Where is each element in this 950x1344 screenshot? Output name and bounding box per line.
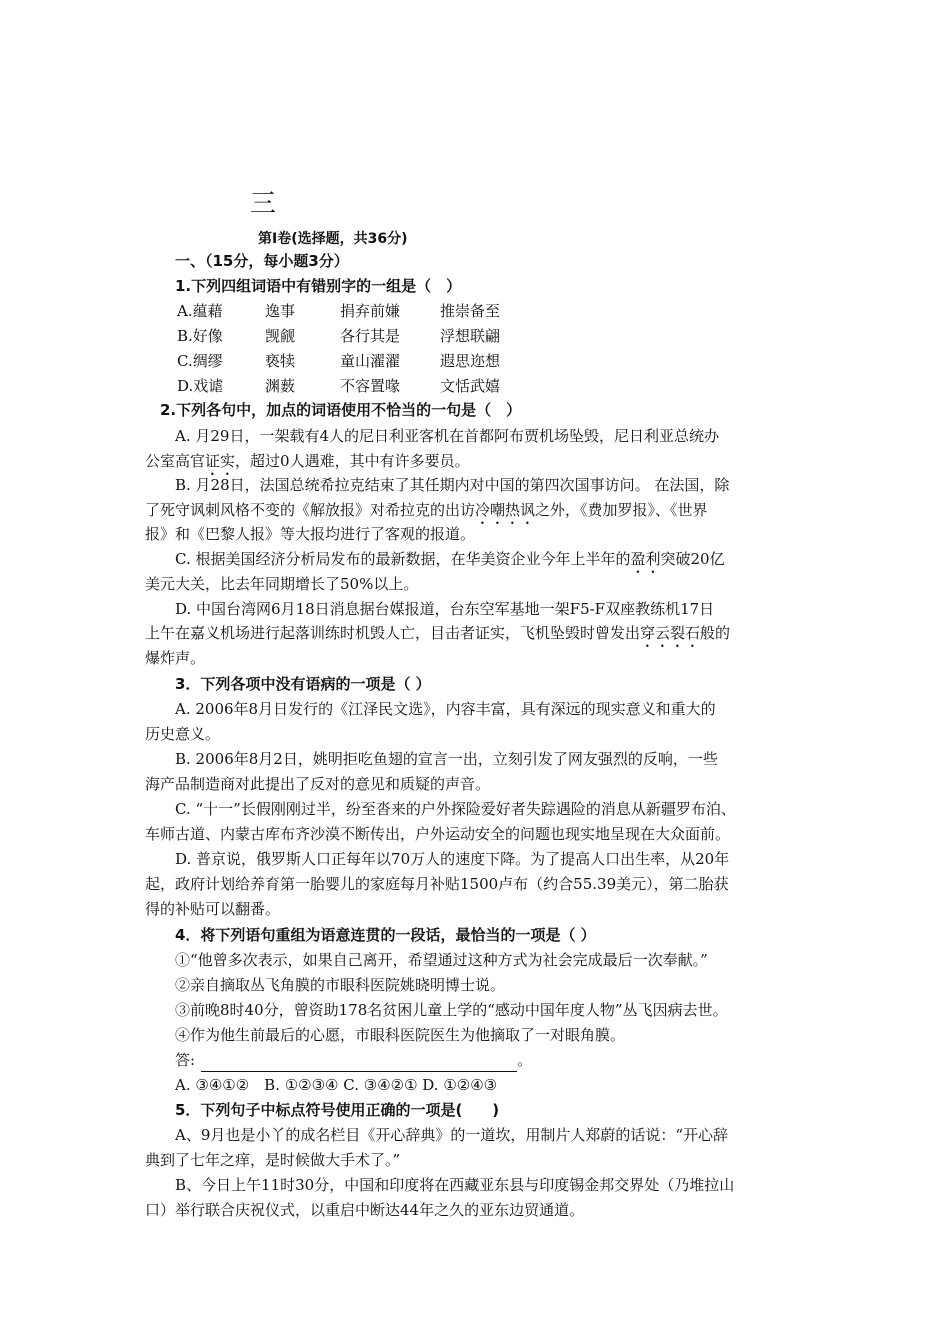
q4-stem: 4．将下列语句重组为语意连贯的一段话，最恰当的一项是（ ） xyxy=(175,926,596,944)
q3-option-d-line3: 得的补贴可以翻番。 xyxy=(145,900,281,918)
dotted-word: 冷嘲热讽 xyxy=(475,501,536,519)
q3-option-d-line1: D. 普京说，俄罗斯人口正每年以70万人的速度下降。为了提高人口出生率，从20年 xyxy=(175,850,730,868)
q3-option-a-line1: A. 2006年8月日发行的《江泽民文选》，内容丰富，具有深远的现实意义和重大的 xyxy=(175,700,716,718)
q2-option-b-line2: 了死守讽刺风格不变的《解放报》对希拉克的出访冷嘲热讽之外，《费加罗报》、《世界 xyxy=(145,501,708,519)
q2-option-c-line2: 美元大关，比去年同期增长了50%以上。 xyxy=(145,575,419,593)
dotted-word: 盈利 xyxy=(630,550,661,568)
q5-stem: 5．下列句子中标点符号使用正确的一项是( ) xyxy=(175,1101,500,1119)
q4-options: A. ③④①② B. ①②③④ C. ③④②① D. ①②④③ xyxy=(175,1076,498,1094)
answer-blank[interactable] xyxy=(201,1057,517,1072)
q5-option-b-line1: B、今日上午11时30分，中国和印度将在西藏亚东县与印度锡金邦交界处（乃堆拉山 xyxy=(175,1176,735,1194)
exam-page: 三 第Ⅰ卷(选择题，共36分) 一、（15分，每小题3分） 1.下列四组词语中有错别字的一组是（ ） A.蕴藉 逸事 捐弃前嫌 推崇备至 B.好像 觊觎 各行其是 浮想联翩 C.绸缪 亵犊 童山濯濯 遐思迩想 D.戏谑 渊薮 不容置喙 文恬武嬉 2.下列各句中，加点的词语使用不恰当的一句是（ ） A. 月29日，一架载有4人的尼日利亚客机在首都阿布贾机场坠毁，尼日利亚总统办 公室高官证实，超过0人遇难，其中有许多要员。 B. 月28日，法国总统希拉克结束了其任期内对中国的第四次国事访问。 在法国，除 了死守讽刺风格不变的《解放报》对希拉克的出访冷嘲热讽之外，《费加罗报》、《世界 报》和《巴黎人报》等大报均进行了客观的报道。 C. 根据美国经济分析局发布的最新数据，在华美资企业今年上半年的盈利突破20亿 美元大关，比去年同期增长了50%以上。 D. 中国台湾网6月18日消息据台媒报道，台东空军基地一架F5-F双座教练机17日 上午在嘉义机场进行起落训练时机毁人亡，目击者证实，飞机坠毁时曾发出穿云裂石般的 爆炸声。 3．下列各项中没有语病的一项是（ ） A. 2006年8月日发行的《江泽民文选》，内容丰富，具有深远的现实意义和重大的 历史意义。 B. 2006年8月2日，姚明拒吃鱼翅的宣言一出，立刻引发了网友强烈的反响，一些 海产品制造商对此提出了反对的意见和质疑的声音。 C. “十一”长假刚刚过半，纷至沓来的户外探险爱好者失踪遇险的消息从新疆罗布泊、 车师古道、内蒙古库布齐沙漠不断传出，户外运动安全的问题也现实地呈现在大众面前。 D. 普京说，俄罗斯人口正每年以70万人的速度下降。为了提高人口出生率，从20年 起，政府计划给养育第一胎婴儿的家庭每月补贴1500卢布（约合55.39美元），第二胎获 得的补贴可以翻番。 4．将下列语句重组为语意连贯的一段话，最恰当的一项是（ ） ①“他曾多次表示，如果自己离开，希望通过这种方式为社会完成最后一次奉献。” ②亲自摘取丛飞角膜的市眼科医院姚晓明博士说。 ③前晚8时40分，曾资助178名贫困儿童上学的“感动中国年度人物”丛飞因病去世。 ④作为他生前最后的心愿，市眼科医院医生为他摘取了一对眼角膜。 答: 。 A. ③④①② B. ①②③④ C. ③④②① D. ①②④③ 5．下列句子中标点符号使用正确的一项是( ) A、9月也是小丫的成名栏目《开心辞典》的一道坎，用制片人郑蔚的话说：“开心辞 典到了七年之痒，是时候做大手术了。” B、今日上午11时30分，中国和印度将在西藏亚东县与印度锡金邦交界处（乃堆拉山 口）举行联合庆祝仪式，以重启中断达44年之久的亚东边贸通道。 xyxy=(0,0,950,1344)
section-number: 三 xyxy=(250,189,277,219)
q4-sentence-3: ③前晚8时40分，曾资助178名贫困儿童上学的“感动中国年度人物”丛飞因病去世。 xyxy=(175,1001,728,1019)
q2-option-d-line1: D. 中国台湾网6月18日消息据台媒报道，台东空军基地一架F5-F双座教练机17日 xyxy=(175,600,715,618)
q4-sentence-2: ②亲自摘取丛飞角膜的市眼科医院姚晓明博士说。 xyxy=(175,976,506,994)
q1-stem: 1.下列四组词语中有错别字的一组是（ ） xyxy=(175,277,462,295)
q3-option-c-line2: 车师古道、内蒙古库布齐沙漠不断传出，户外运动安全的问题也现实地呈现在大众面前。 xyxy=(145,825,731,843)
q3-option-d-line2: 起，政府计划给养育第一胎婴儿的家庭每月补贴1500卢布（约合55.39美元），第二胎获 xyxy=(145,875,729,893)
q2-option-d-line3: 爆炸声。 xyxy=(145,649,206,667)
q2-option-c-line1: C. 根据美国经济分析局发布的最新数据，在华美资企业今年上半年的盈利突破20亿 xyxy=(175,550,725,568)
q2-option-d-line2: 上午在嘉义机场进行起落训练时机毁人亡，目击者证实，飞机坠毁时曾发出穿云裂石般的 xyxy=(145,624,731,642)
q3-stem: 3．下列各项中没有语病的一项是（ ） xyxy=(175,675,431,693)
q4-sentence-4: ④作为他生前最后的心愿，市眼科医院医生为他摘取了一对眼角膜。 xyxy=(175,1026,626,1044)
q3-option-a-line2: 历史意义。 xyxy=(145,725,221,743)
q3-option-b-line1: B. 2006年8月2日，姚明拒吃鱼翅的宣言一出，立刻引发了网友强烈的反响，一些 xyxy=(175,750,718,768)
dotted-word: 穿云裂石 xyxy=(640,624,701,642)
q2-option-a-line2: 公室高官证实，超过0人遇难，其中有许多要员。 xyxy=(145,452,470,470)
q2-option-b-line3: 报》和《巴黎人报》等大报均进行了客观的报道。 xyxy=(145,525,476,543)
q3-option-c-line1: C. “十一”长假刚刚过半，纷至沓来的户外探险爱好者失踪遇险的消息从新疆罗布泊、 xyxy=(175,800,736,818)
q5-option-b-line2: 口）举行联合庆祝仪式，以重启中断达44年之久的亚东边贸通道。 xyxy=(145,1201,585,1219)
q2-stem: 2.下列各句中，加点的词语使用不恰当的一句是（ ） xyxy=(160,401,522,419)
q2-option-b-line1: B. 月28日，法国总统希拉克结束了其任期内对中国的第四次国事访问。 在法国，除 xyxy=(175,476,730,494)
q5-option-a-line1: A、9月也是小丫的成名栏目《开心辞典》的一道坎，用制片人郑蔚的话说：“开心辞 xyxy=(175,1126,729,1144)
dotted-word: 证实 xyxy=(205,452,236,470)
q5-option-a-line2: 典到了七年之痒，是时候做大手术了。” xyxy=(145,1151,401,1169)
q4-answer-row: 答: 。 xyxy=(175,1048,810,1072)
answer-label: 答: xyxy=(175,1051,196,1069)
q2-option-a-line1: A. 月29日，一架载有4人的尼日利亚客机在首都阿布贾机场坠毁，尼日利亚总统办 xyxy=(175,427,720,445)
paper-title: 第Ⅰ卷(选择题，共36分) xyxy=(258,231,408,247)
section-heading: 一、（15分，每小题3分） xyxy=(175,252,349,270)
q4-sentence-1: ①“他曾多次表示，如果自己离开，希望通过这种方式为社会完成最后一次奉献。” xyxy=(175,951,708,969)
q3-option-b-line2: 海产品制造商对此提出了反对的意见和质疑的声音。 xyxy=(145,775,491,793)
